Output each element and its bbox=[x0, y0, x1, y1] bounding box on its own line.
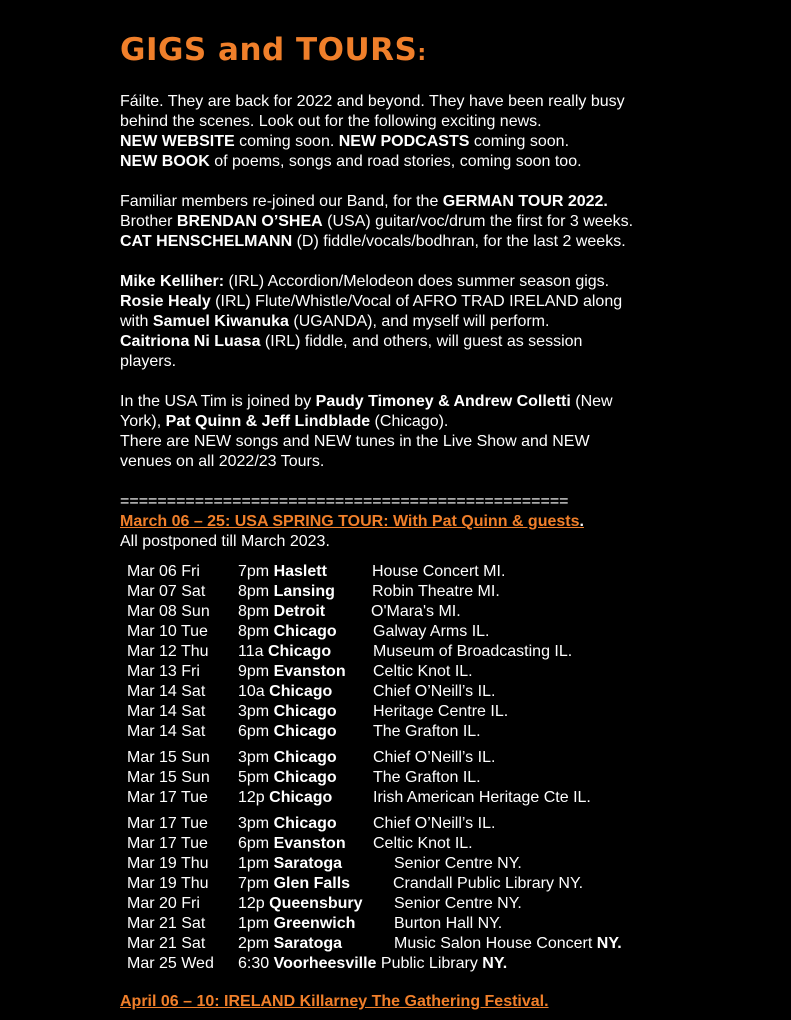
gig-row bbox=[127, 814, 780, 834]
gig-city: Haslett bbox=[273, 563, 327, 580]
gig-row bbox=[127, 914, 780, 934]
gig-row bbox=[127, 682, 780, 702]
gig-time-city bbox=[238, 602, 325, 622]
gig-time: 11a bbox=[238, 643, 264, 660]
gig-list bbox=[127, 562, 780, 974]
gig-venue bbox=[373, 814, 495, 834]
gig-venue-text: Museum of Broadcasting IL. bbox=[373, 643, 573, 660]
gig-time: 8pm bbox=[238, 623, 270, 640]
gig-venue bbox=[373, 748, 495, 768]
gig-time-city bbox=[238, 934, 342, 954]
gig-venue bbox=[372, 582, 500, 602]
gig-venue-text: Irish American Heritage Cte IL. bbox=[373, 789, 591, 806]
gig-row bbox=[127, 702, 780, 722]
gig-time: 5pm bbox=[238, 769, 270, 786]
gig-venue bbox=[372, 562, 505, 582]
gig-city: Greenwich bbox=[273, 915, 356, 932]
gig-time: 6pm bbox=[238, 835, 270, 852]
gig-time-city bbox=[238, 622, 337, 642]
gig-city: Evanston bbox=[273, 835, 346, 852]
gig-row bbox=[127, 602, 780, 622]
gig-row bbox=[127, 722, 780, 742]
gig-venue bbox=[373, 662, 473, 682]
divider-rule: ================================================ bbox=[120, 493, 569, 510]
gig-time-city bbox=[238, 582, 335, 602]
gig-time: 3pm bbox=[238, 703, 270, 720]
gig-venue-text: Robin Theatre MI. bbox=[372, 583, 500, 600]
gig-time: 10a bbox=[238, 683, 265, 700]
gig-city: Chicago bbox=[269, 683, 333, 700]
gig-time-city bbox=[238, 894, 363, 914]
gig-date: Mar 07 Sat bbox=[127, 583, 206, 600]
gig-venue-text: Burton Hall NY. bbox=[394, 915, 503, 932]
gig-time: 6:30 bbox=[238, 955, 270, 972]
gig-venue-state: NY. bbox=[596, 935, 622, 952]
gig-row bbox=[127, 874, 780, 894]
gig-venue-text: Heritage Centre IL. bbox=[373, 703, 509, 720]
gig-venue bbox=[373, 702, 508, 722]
gig-row bbox=[127, 662, 780, 682]
gig-city: Chicago bbox=[269, 789, 333, 806]
gig-time-city bbox=[238, 814, 337, 834]
gig-venue-text: Music Salon House Concert bbox=[394, 935, 597, 952]
gig-venue-text: O'Mara's MI. bbox=[371, 603, 461, 620]
gig-time: 1pm bbox=[238, 915, 270, 932]
gig-venue bbox=[373, 768, 481, 788]
gig-date: Mar 21 Sat bbox=[127, 915, 206, 932]
gig-venue-text: Celtic Knot IL. bbox=[373, 835, 473, 852]
gig-time-city bbox=[238, 954, 507, 974]
gig-date: Mar 17 Tue bbox=[127, 815, 208, 832]
gig-time: 8pm bbox=[238, 583, 270, 600]
gig-venue-text: Chief O’Neill’s IL. bbox=[373, 683, 496, 700]
gig-venue bbox=[373, 682, 495, 702]
gig-city: Queensbury bbox=[269, 895, 363, 912]
gig-date: Mar 20 Fri bbox=[127, 895, 200, 912]
gig-city: Evanston bbox=[273, 663, 346, 680]
gig-time: 6pm bbox=[238, 723, 270, 740]
gig-city: Chicago bbox=[267, 643, 332, 660]
gig-date: Mar 08 Sun bbox=[127, 603, 210, 620]
gig-venue-text: The Grafton IL. bbox=[373, 769, 481, 786]
gig-venue bbox=[394, 894, 522, 914]
gig-venue-state: NY. bbox=[482, 955, 508, 972]
gig-venue bbox=[373, 722, 481, 742]
gig-date: Mar 15 Sun bbox=[127, 769, 210, 786]
gig-venue bbox=[393, 874, 583, 894]
gig-city: Chicago bbox=[273, 723, 337, 740]
intro-paragraph: Fáilte. They are back for 2022 and beyond. They have been really busy behind the scenes. Look out for the following exciting news. NEW WEBSITE coming soon. NEW PODCASTS coming soon. NEW BOOK of poems, songs and road stories, coming soon too. bbox=[120, 93, 625, 170]
gig-date: Mar 06 Fri bbox=[127, 563, 200, 580]
gig-city: Chicago bbox=[273, 815, 337, 832]
gig-venue bbox=[373, 622, 489, 642]
gig-city: Glen Falls bbox=[273, 875, 351, 892]
gig-venue-text: Public Library bbox=[380, 955, 483, 972]
gig-time-city bbox=[238, 834, 346, 854]
gig-time: 3pm bbox=[238, 815, 270, 832]
gig-city: Chicago bbox=[273, 749, 337, 766]
gig-city: Chicago bbox=[273, 623, 337, 640]
gig-time: 12p bbox=[238, 789, 265, 806]
gig-venue-text: Crandall Public Library NY. bbox=[393, 875, 584, 892]
gig-time-city bbox=[238, 748, 337, 768]
gig-time: 12p bbox=[238, 895, 265, 912]
gig-venue-text: Senior Centre NY. bbox=[394, 895, 522, 912]
gig-date: Mar 19 Thu bbox=[127, 875, 209, 892]
gig-date: Mar 17 Tue bbox=[127, 789, 208, 806]
gig-venue-text: Celtic Knot IL. bbox=[373, 663, 473, 680]
usa-paragraph: In the USA Tim is joined by Paudy Timoney & Andrew Colletti (New York), Pat Quinn & Jeff Lindblade (Chicago). There are NEW songs and NEW tunes in the Live Show and NEW venues on all 2022/23 Tours. bbox=[120, 393, 613, 470]
gig-date: Mar 25 Wed bbox=[127, 955, 214, 972]
gig-row bbox=[127, 622, 780, 642]
gig-row bbox=[127, 954, 780, 974]
gig-venue bbox=[381, 955, 507, 972]
gig-city: Detroit bbox=[273, 603, 326, 620]
gig-date: Mar 19 Thu bbox=[127, 855, 209, 872]
gig-row bbox=[127, 582, 780, 602]
gig-row bbox=[127, 894, 780, 914]
gig-time: 1pm bbox=[238, 855, 270, 872]
gig-venue bbox=[394, 934, 622, 954]
gig-date: Mar 14 Sat bbox=[127, 723, 206, 740]
gig-city: Voorheesville bbox=[273, 955, 377, 972]
gig-time-city bbox=[238, 768, 337, 788]
gig-city: Chicago bbox=[273, 769, 337, 786]
gig-city: Chicago bbox=[273, 703, 337, 720]
gig-city: Saratoga bbox=[273, 935, 343, 952]
gig-row bbox=[127, 768, 780, 788]
gig-time-city bbox=[238, 682, 332, 702]
gig-venue-text: House Concert MI. bbox=[372, 563, 506, 580]
gig-venue bbox=[373, 834, 473, 854]
april-tour-heading[interactable]: April 06 – 10: IRELAND Killarney The Gathering Festival. bbox=[120, 993, 549, 1010]
gig-row bbox=[127, 834, 780, 854]
gig-venue bbox=[371, 602, 461, 622]
gig-time-city bbox=[238, 702, 337, 722]
gig-date: Mar 12 Thu bbox=[127, 643, 209, 660]
gig-date: Mar 14 Sat bbox=[127, 683, 206, 700]
gig-time-city bbox=[238, 914, 355, 934]
gig-time-city bbox=[238, 788, 332, 808]
gig-time-city bbox=[238, 874, 350, 894]
gig-date: Mar 17 Tue bbox=[127, 835, 208, 852]
gig-row bbox=[127, 934, 780, 954]
gig-venue-text: Senior Centre NY. bbox=[394, 855, 522, 872]
gig-city: Saratoga bbox=[273, 855, 343, 872]
gig-venue bbox=[394, 854, 522, 874]
gig-date: Mar 14 Sat bbox=[127, 703, 206, 720]
gig-time: 9pm bbox=[238, 663, 270, 680]
gig-row bbox=[127, 748, 780, 768]
gig-time-city bbox=[238, 854, 342, 874]
gig-date: Mar 13 Fri bbox=[127, 663, 200, 680]
gig-row bbox=[127, 642, 780, 662]
gig-time-city bbox=[238, 642, 331, 662]
gig-time: 2pm bbox=[238, 935, 270, 952]
gig-venue-text: Chief O’Neill’s IL. bbox=[373, 749, 496, 766]
gig-time-city bbox=[238, 662, 346, 682]
gig-venue bbox=[373, 788, 591, 808]
band-paragraph: Familiar members re-joined our Band, for the GERMAN TOUR 2022. Brother BRENDAN O’SHEA (USA) guitar/voc/drum the first for 3 weeks. CAT HENSCHELMANN (D) fiddle/vocals/bodhran, for the last 2 weeks. bbox=[120, 193, 634, 250]
spring-tour-heading[interactable]: March 06 – 25: USA SPRING TOUR: With Pat Quinn & guests. bbox=[120, 513, 584, 530]
gig-venue-text: Galway Arms IL. bbox=[373, 623, 490, 640]
gig-venue bbox=[394, 914, 502, 934]
gig-time-city bbox=[238, 562, 327, 582]
gig-time: 7pm bbox=[238, 563, 270, 580]
gig-date: Mar 21 Sat bbox=[127, 935, 206, 952]
gig-date: Mar 10 Tue bbox=[127, 623, 208, 640]
spring-tour-note: All postponed till March 2023. bbox=[120, 533, 330, 550]
gigs-page bbox=[120, 30, 780, 1012]
gig-date: Mar 15 Sun bbox=[127, 749, 210, 766]
gig-city: Lansing bbox=[273, 583, 335, 600]
gig-venue bbox=[373, 642, 572, 662]
gig-venue-text: Chief O’Neill’s IL. bbox=[373, 815, 496, 832]
gig-venue-text: The Grafton IL. bbox=[373, 723, 481, 740]
gig-time: 3pm bbox=[238, 749, 270, 766]
gig-time: 8pm bbox=[238, 603, 270, 620]
gig-row bbox=[127, 562, 780, 582]
gig-row bbox=[127, 854, 780, 874]
gig-time-city bbox=[238, 722, 337, 742]
gig-time: 7pm bbox=[238, 875, 270, 892]
gig-row bbox=[127, 788, 780, 808]
guests-paragraph: Mike Kelliher: (IRL) Accordion/Melodeon does summer season gigs. Rosie Healy (IRL) Flute/Whistle/Vocal of AFRO TRAD IRELAND along with Samuel Kiwanuka (UGANDA), and myself will perform. Caitriona Ni Luasa (IRL) fiddle, and others, will guest as session players. bbox=[120, 273, 623, 370]
page-title: GIGS and TOURS: bbox=[120, 32, 427, 68]
